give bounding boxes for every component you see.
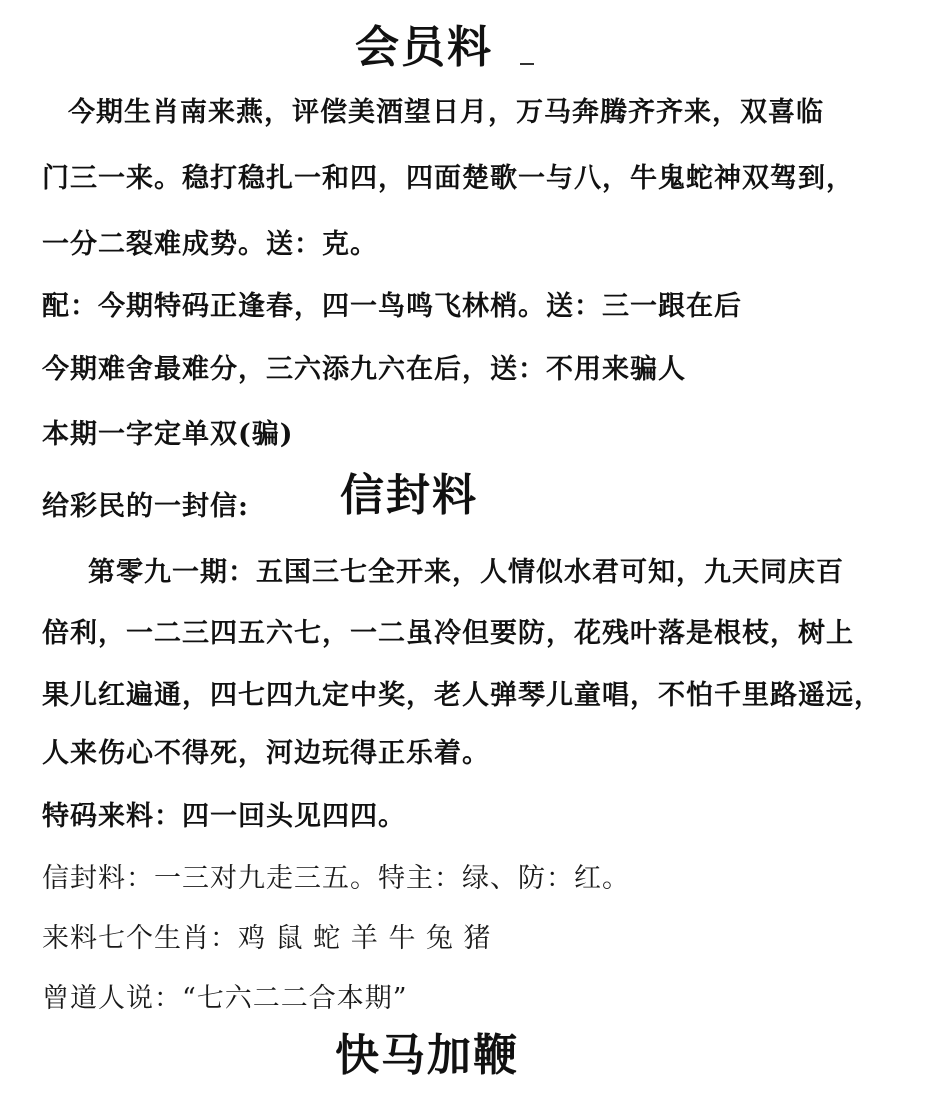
body-line: 一分二裂难成势。送：克。 <box>42 229 378 260</box>
body-line: 特码来料：四一回头见四四。 <box>42 801 406 832</box>
body-line: 配：今期特码正逢春，四一鸟鸣飞林梢。送：三一跟在后 <box>42 291 742 322</box>
letter-intro: 给彩民的一封信: <box>42 491 249 522</box>
body-line: 第零九一期：五国三七全开来，人情似水君可知，九天同庆百 <box>88 557 844 588</box>
heading-dash-mark <box>520 63 534 65</box>
heading-member-tips: 会员料 <box>355 22 493 73</box>
body-line: 信封料：一三对九走三五。特主：绿、防：红。 <box>42 863 630 894</box>
body-line: 人来伤心不得死，河边玩得正乐着。 <box>42 738 490 769</box>
body-line: 果儿红遍通，四七四九定中奖，老人弹琴儿童唱，不怕千里路遥远， <box>42 680 882 711</box>
body-line: 倍利，一二三四五六七，一二虽冷但要防，花残叶落是根枝，树上 <box>42 618 854 649</box>
body-line: 门三一来。稳打稳扎一和四，四面楚歌一与八，牛鬼蛇神双驾到， <box>42 163 854 194</box>
heading-fast-horse: 快马加鞭 <box>335 1030 519 1081</box>
body-line: 本期一字定单双(骗) <box>42 419 294 450</box>
body-line: 曾道人说：“七六二二合本期” <box>42 983 408 1014</box>
body-line: 今期生肖南来燕，评偿美酒望日月，万马奔腾齐齐来，双喜临 <box>68 97 824 128</box>
body-line: 今期难舍最难分，三六添九六在后，送：不用来骗人 <box>42 354 686 385</box>
heading-envelope-tips: 信封料 <box>340 470 478 521</box>
body-line: 来料七个生肖：鸡 鼠 蛇 羊 牛 兔 猪 <box>42 923 492 954</box>
